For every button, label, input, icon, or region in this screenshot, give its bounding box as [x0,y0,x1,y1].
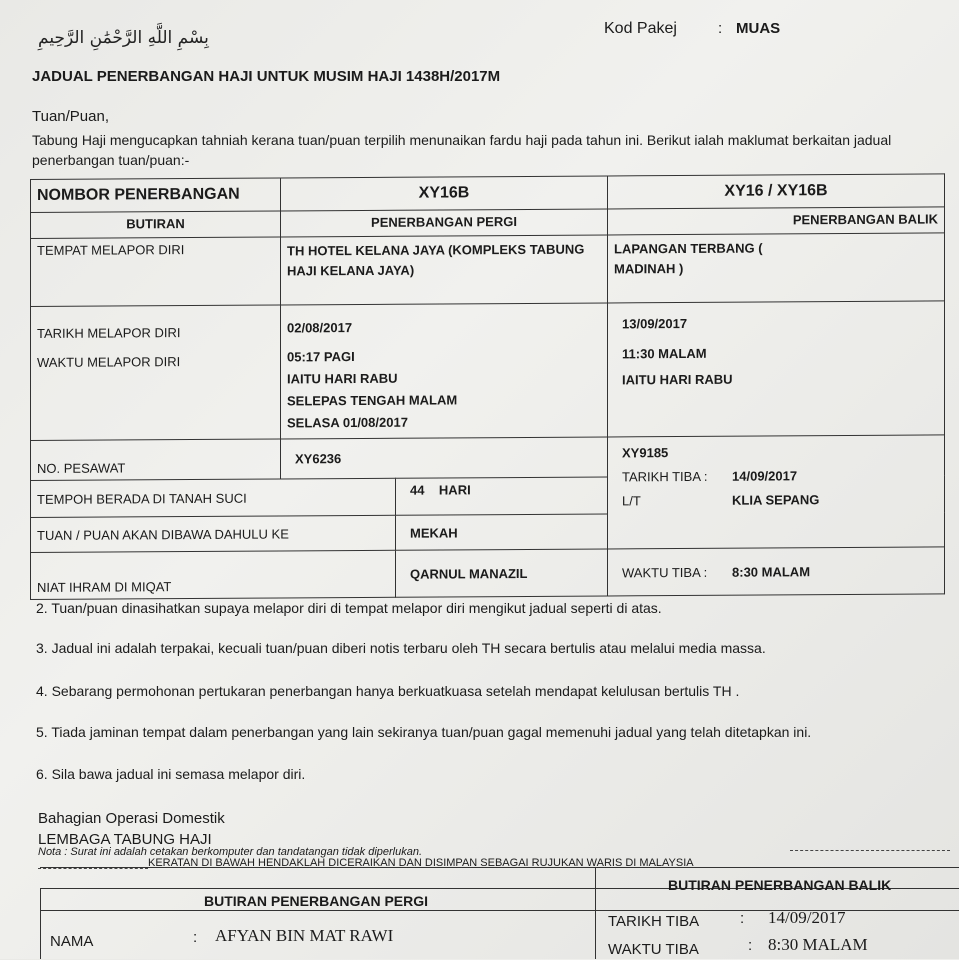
slip-row-divider-left [40,888,595,889]
note-item: 3. Jadual ini adalah terpakai, kecuali tuan/puan diberi notis terbaru oleh TH secara bertulis atau melalui media massa. [36,640,766,656]
tempoh-unit: HARI [438,482,471,498]
butiran-label: BUTIRAN [31,211,281,239]
slip-waktu-tiba-label: WAKTU TIBA [608,941,699,958]
intro-paragraph: Tabung Haji mengucapkan tahniah kerana tuan/puan terpilih menunaikan fardu haji pada tahun ini. Berikut ialah maklumat berkaitan jadual penerbangan tuan/puan:- [32,132,892,168]
tempoh-value: 44 [410,482,425,498]
tarikh-pergi: 02/08/2017 [287,320,353,336]
dashed-divider [790,850,950,851]
waktu-tiba-value: 8:30 MALAM [732,563,811,580]
slip-tarikh-tiba-colon: : [740,910,745,927]
document-title: JADUAL PENERBANGAN HAJI UNTUK MUSIM HAJI 1438H/2017M [32,68,501,85]
kod-pakej-colon: : [718,20,723,37]
flight-schedule-table [30,173,945,600]
cut-line-instruction: KERATAN DI BAWAH HENDAKLAH DICERAIKAN DAN DISIMPAN SEBAGAI RUJUKAN WARIS DI MALAYSIA [148,857,694,869]
note-item: 4. Sebarang permohonan pertukaran penerbangan hanya berkuatkuasa setelah mendapat kelulusan bertulis TH . [36,683,740,699]
tarikh-tiba-value: 14/09/2017 [732,468,798,484]
dibawa-value: MEKAH [396,514,608,550]
tempat-balik [608,233,945,303]
tarikh-tiba-row [622,463,938,489]
tarikh-label: TARIKH MELAPOR DIRI [37,325,181,341]
tempat-pergi: TH HOTEL KELANA JAYA (KOMPLEKS TABUNG HAJI KELANA JAYA) [281,235,608,305]
nombor-penerbangan-label: NOMBOR PENERBANGAN [31,178,281,213]
tarikh-waktu-balik-cell [608,301,945,437]
slip-waktu-tiba-value: 8:30 MALAM [768,935,868,954]
tarikh-tiba-label: TARIKH TIBA : [622,468,708,485]
computer-print-note: Nota : Surat ini adalah cetakan berkomputer dan tandatangan tidak diperlukan. [38,846,423,858]
niat-label: NIAT IHRAM DI MIQAT [31,550,396,599]
kod-pakej-label: Kod Pakej [604,20,677,37]
note-item: 2. Tuan/puan dinasihatkan supaya melapor diri di tempat melapor diri mengikut jadual seperti di atas. [36,600,662,616]
organization-name: LEMBAGA TABUNG HAJI [38,831,212,848]
note-item: 6. Sila bawa jadual ini semasa melapor diri. [36,766,306,782]
slip-nama-value: AFYAN BIN MAT RAWI [215,926,394,945]
lt-value: KLIA SEPANG [732,492,820,508]
waktu-pergi: 05:17 PAGI [287,349,355,365]
note-item: 5. Tiada jaminan tempat dalam penerbangan yang lain sekiranya tuan/puan gagal memenuhi jadual yang telah ditetapkan ini. [36,724,812,740]
dibawa-label: TUAN / PUAN AKAN DIBAWA DAHULU KE [31,515,396,552]
salutation: Tuan/Puan, [32,108,109,125]
penerbangan-balik-label: PENERBANGAN BALIK [608,207,945,235]
tarikh-waktu-pergi-cell [281,303,608,439]
waktu-pergi-note1: IAITU HARI RABU [287,370,398,387]
slip-tarikh-tiba-value: 14/09/2017 [768,908,846,927]
flight-pergi: XY16B [281,176,608,211]
pesawat-label: NO. PESAWAT [31,439,281,481]
waktu-balik: 11:30 MALAM [622,345,707,362]
tempoh-cell [396,477,608,515]
lt-row [622,487,938,513]
tempat-label: TEMPAT MELAPOR DIRI [31,237,281,307]
pesawat-balik: XY9185 [622,445,669,461]
kod-pakej-value: MUAS [736,20,781,37]
waktu-pergi-note3: SELASA 01/08/2017 [287,414,408,431]
pesawat-balik-cell [608,435,945,549]
slip-nama-label: NAMA [50,933,94,950]
waktu-tiba-cell [608,547,945,596]
waktu-label: WAKTU MELAPOR DIRI [37,354,181,370]
tempoh-label: TEMPOH BERADA DI TANAH SUCI [31,478,396,517]
slip-waktu-tiba-colon: : [748,937,753,954]
slip-column-divider [595,867,596,959]
penerbangan-pergi-label: PENERBANGAN PERGI [281,209,608,237]
arabic-heading: بِسْمِ اللَّهِ الرَّحْمَٰنِ الرَّحِيمِ [38,28,209,48]
waktu-pergi-note2: SELEPAS TENGAH MALAM [287,392,458,409]
flight-balik: XY16 / XY16B [608,174,945,209]
waktu-tiba-label: WAKTU TIBA : [622,564,708,580]
tarikh-balik: 13/09/2017 [622,315,688,332]
department-name: Bahagian Operasi Domestik [38,810,225,827]
slip-pergi-header: BUTIRAN PENERBANGAN PERGI [204,893,429,909]
niat-value: QARNUL MANAZIL [396,549,608,597]
slip-tarikh-tiba-label: TARIKH TIBA [608,913,700,930]
lt-label: L/T [622,493,641,509]
waktu-balik-note: IAITU HARI RABU [622,371,733,388]
tempat-balik-text: LAPANGAN TERBANG ( MADINAH ) [614,240,763,277]
tarikh-waktu-label-cell [31,305,281,441]
pesawat-pergi: XY6236 [281,437,608,479]
slip-balik-header: BUTIRAN PENERBANGAN BALIK [668,877,892,893]
slip-nama-colon: : [193,929,198,946]
